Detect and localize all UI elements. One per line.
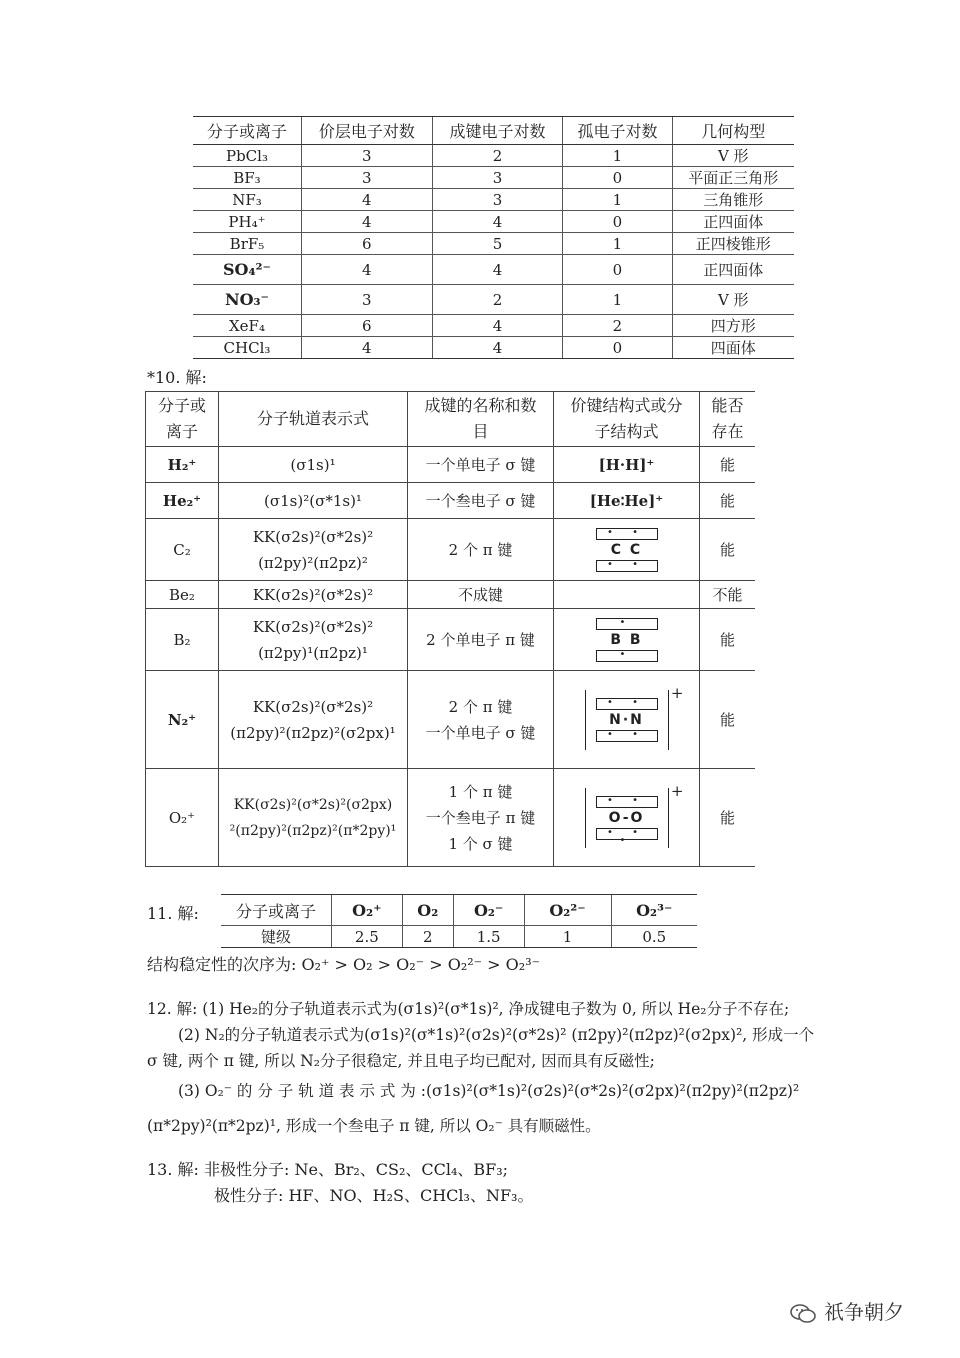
cell: 2 个 π 键 一个单电子 σ 键 <box>408 671 554 769</box>
table-row <box>193 167 794 189</box>
table-row <box>193 189 794 211</box>
cell: C₂ <box>146 519 219 581</box>
table-row <box>146 609 756 671</box>
cell: (σ1s)²(σ*1s)¹ <box>219 483 408 519</box>
table-row <box>193 211 794 233</box>
cell: 四方形 <box>672 315 794 337</box>
cell: BF₃ <box>193 167 301 189</box>
table-row <box>193 255 794 285</box>
cell: 一个叁电子 σ 键 <box>408 483 554 519</box>
cell: O₂³⁻ <box>611 895 697 926</box>
cell: 0 <box>563 337 672 359</box>
cell: NF₃ <box>193 189 301 211</box>
cell: 正四面体 <box>672 211 794 233</box>
cell: Be₂ <box>146 581 219 609</box>
cell <box>554 769 700 867</box>
col-geometry: 几何构型 <box>672 117 794 145</box>
cell: [H·H]⁺ <box>554 447 700 483</box>
charge-plus: + <box>670 781 684 800</box>
cell: [He∶He]⁺ <box>554 483 700 519</box>
table-row <box>146 483 756 519</box>
cell: 0 <box>563 167 672 189</box>
table-row <box>193 315 794 337</box>
stability-order: 结构稳定性的次序为: O₂⁺ > O₂ > O₂⁻ > O₂²⁻ > O₂³⁻ <box>147 955 541 974</box>
cell: BrF₅ <box>193 233 301 255</box>
lewis-label: B B <box>610 631 643 648</box>
table-row <box>193 145 794 167</box>
cell: 1 <box>524 926 611 948</box>
bond-order-table <box>221 894 697 948</box>
cell: 4 <box>432 337 563 359</box>
table-header-row <box>221 895 697 926</box>
table-row <box>146 769 756 867</box>
col-structure: 价键结构式或分 子结构式 <box>554 392 700 447</box>
cell: 2 <box>563 315 672 337</box>
cell: 分子或离子 <box>221 895 332 926</box>
table-row <box>146 581 756 609</box>
col-lone-pairs: 孤电子对数 <box>563 117 672 145</box>
q12-line-1: 12. 解: (1) He₂的分子轨道表示式为(σ1s)²(σ*1s)², 净成键电子数为 0, 所以 He₂分子不存在; <box>147 1000 790 1018</box>
lewis-label: N·N <box>609 711 644 728</box>
cell: 2 <box>432 145 563 167</box>
cell: 3 <box>301 285 432 315</box>
cell: 1 <box>563 233 672 255</box>
cell: 能 <box>700 671 756 769</box>
lewis-structure-o2: • • O-O • • • <box>596 788 658 848</box>
cell: 4 <box>301 211 432 233</box>
cell: 3 <box>301 167 432 189</box>
q13-line-2: 极性分子: HF、NO、H₂S、CHCl₃、NF₃。 <box>214 1186 534 1205</box>
bracket <box>585 683 684 750</box>
watermark-text: 祇争朝夕 <box>824 1300 904 1324</box>
table-row <box>193 233 794 255</box>
cell: H₂⁺ <box>146 447 219 483</box>
cell: 1 个 π 键 一个叁电子 π 键 1 个 σ 键 <box>408 769 554 867</box>
cell: O₂⁺ <box>332 895 403 926</box>
cell: PH₄⁺ <box>193 211 301 233</box>
cell: He₂⁺ <box>146 483 219 519</box>
wechat-icon <box>790 1304 816 1324</box>
charge-plus: + <box>670 683 684 702</box>
q12-line-4: (3) O₂⁻ 的 分 子 轨 道 表 示 式 为 :(σ1s)²(σ*1s)²(σ2s)²(σ*2s)²(σ2px)²(π2py)²(π2pz)² <box>178 1082 800 1100</box>
cell: 4 <box>432 255 563 285</box>
col-species: 分子或离子 <box>193 117 301 145</box>
cell: 能 <box>700 769 756 867</box>
cell: KK(σ2s)²(σ*2s)²(σ2px) ²(π2py)²(π2pz)²(π*2py)¹ <box>219 769 408 867</box>
table-row <box>146 671 756 769</box>
cell: 4 <box>301 189 432 211</box>
cell: 5 <box>432 233 563 255</box>
cell: 6 <box>301 315 432 337</box>
cell: 正四面体 <box>672 255 794 285</box>
cell: 3 <box>301 145 432 167</box>
cell: 能 <box>700 609 756 671</box>
cell: 0 <box>563 211 672 233</box>
cell: 2 <box>402 926 453 948</box>
cell: 正四棱锥形 <box>672 233 794 255</box>
cell: KK(σ2s)²(σ*2s)² <box>219 581 408 609</box>
cell: O₂⁻ <box>453 895 524 926</box>
q12-line-3: σ 键, 两个 π 键, 所以 N₂分子很稳定, 并且电子均已配对, 因而具有反磁性; <box>147 1052 655 1070</box>
lewis-label: C C <box>610 541 643 558</box>
cell <box>554 519 700 581</box>
mo-table <box>145 391 755 867</box>
col-exists: 能否 存在 <box>700 392 756 447</box>
cell: 0 <box>563 255 672 285</box>
table-header-row <box>193 117 794 145</box>
bracket <box>585 781 684 848</box>
q13-line-1: 13. 解: 非极性分子: Ne、Br₂、CS₂、CCl₄、BF₃; <box>147 1160 509 1179</box>
cell: 2 <box>432 285 563 315</box>
cell: 1 <box>563 145 672 167</box>
q11-label: 11. 解: <box>147 904 199 923</box>
cell: 4 <box>432 211 563 233</box>
cell: 2.5 <box>332 926 403 948</box>
q12-line-2: (2) N₂的分子轨道表示式为(σ1s)²(σ*1s)²(σ2s)²(σ*2s)² (π2py)²(π2pz)²(σ2px)², 形成一个 <box>178 1026 815 1044</box>
cell: SO₄²⁻ <box>193 255 301 285</box>
lewis-structure-n2: • • N·N • • <box>596 690 658 750</box>
cell: 四面体 <box>672 337 794 359</box>
cell: 4 <box>301 255 432 285</box>
cell: 能 <box>700 483 756 519</box>
cell: 能 <box>700 447 756 483</box>
cell: 4 <box>301 337 432 359</box>
cell: 键级 <box>221 926 332 948</box>
cell: 3 <box>432 189 563 211</box>
cell: 6 <box>301 233 432 255</box>
cell <box>554 609 700 671</box>
cell: 平面正三角形 <box>672 167 794 189</box>
cell: O₂²⁻ <box>524 895 611 926</box>
cell: 不成键 <box>408 581 554 609</box>
cell: 一个单电子 σ 键 <box>408 447 554 483</box>
cell: 0.5 <box>611 926 697 948</box>
watermark <box>790 1296 904 1325</box>
table-row <box>193 337 794 359</box>
cell <box>554 671 700 769</box>
cell: KK(σ2s)²(σ*2s)² (π2py)²(π2pz)² <box>219 519 408 581</box>
lewis-structure-c2: • • C C • • <box>596 526 658 574</box>
cell: 1 <box>563 189 672 211</box>
cell: KK(σ2s)²(σ*2s)² (π2py)¹(π2pz)¹ <box>219 609 408 671</box>
col-species: 分子或 离子 <box>146 392 219 447</box>
cell <box>554 581 700 609</box>
cell: NO₃⁻ <box>193 285 301 315</box>
col-valence-pairs: 价层电子对数 <box>301 117 432 145</box>
cell: 2 个单电子 π 键 <box>408 609 554 671</box>
cell: 1 <box>563 285 672 315</box>
cell: 不能 <box>700 581 756 609</box>
col-bond: 成键的名称和数 目 <box>408 392 554 447</box>
cell: PbCl₃ <box>193 145 301 167</box>
cell: V 形 <box>672 285 794 315</box>
cell: KK(σ2s)²(σ*2s)² (π2py)²(π2pz)²(σ2px)¹ <box>219 671 408 769</box>
cell: B₂ <box>146 609 219 671</box>
cell: XeF₄ <box>193 315 301 337</box>
cell: CHCl₃ <box>193 337 301 359</box>
vsepr-table <box>193 116 794 359</box>
cell: V 形 <box>672 145 794 167</box>
col-mo: 分子轨道表示式 <box>219 392 408 447</box>
lewis-structure-b2: • B B • <box>596 616 658 664</box>
q12-line-5: (π*2py)²(π*2pz)¹, 形成一个叁电子 π 键, 所以 O₂⁻ 具有顺磁性。 <box>147 1117 601 1135</box>
lewis-label: O-O <box>608 809 645 826</box>
table-row <box>221 926 697 948</box>
cell: N₂⁺ <box>146 671 219 769</box>
cell: 能 <box>700 519 756 581</box>
cell: 3 <box>432 167 563 189</box>
table-row <box>193 285 794 315</box>
cell: O₂⁺ <box>146 769 219 867</box>
table-header-row <box>146 392 756 447</box>
cell: 4 <box>432 315 563 337</box>
col-bonding-pairs: 成键电子对数 <box>432 117 563 145</box>
table-row <box>146 447 756 483</box>
cell: 三角锥形 <box>672 189 794 211</box>
cell: (σ1s)¹ <box>219 447 408 483</box>
cell: O₂ <box>402 895 453 926</box>
table-row <box>146 519 756 581</box>
cell: 1.5 <box>453 926 524 948</box>
q10-label: *10. 解: <box>147 368 207 387</box>
cell: 2 个 π 键 <box>408 519 554 581</box>
